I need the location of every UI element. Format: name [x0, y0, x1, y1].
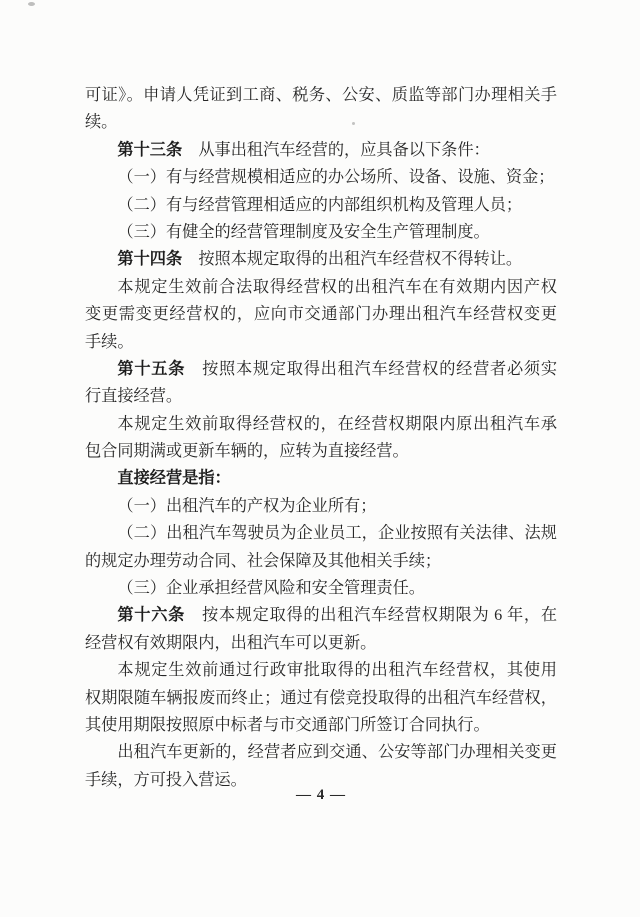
document-lines	[85, 82, 557, 794]
text-line	[85, 657, 557, 684]
text-segment: 出租汽车更新的，经营者应到交通、公安等部门办理相关变更	[117, 743, 557, 762]
article-heading: 第十四条	[117, 250, 183, 269]
text-segment: 按照本规定取得出租汽车经营权的经营者必须实	[185, 359, 558, 378]
text-line	[85, 712, 557, 739]
text-segment: 变更需变更经营权的，应向市交通部门办理出租汽车经营权变更	[85, 305, 557, 324]
text-line	[85, 164, 557, 191]
text-line	[85, 630, 557, 657]
text-line	[85, 411, 557, 438]
text-line	[85, 192, 557, 219]
text-segment: （三）企业承担经营风险和安全管理责任。	[117, 579, 425, 598]
text-segment: 可证》。申请人凭证到工商、税务、公安、质监等部门办理相关手	[85, 86, 557, 104]
text-segment: （一）有与经营规模相适应的办公场所、设备、设施、资金；	[117, 168, 555, 187]
article-heading: 第十六条	[117, 606, 186, 625]
text-line	[85, 465, 557, 492]
text-line	[85, 548, 557, 575]
text-segment: 续。	[85, 113, 118, 132]
text-line	[85, 219, 557, 246]
text-line	[85, 356, 557, 383]
text-line	[85, 438, 557, 465]
text-line	[85, 575, 557, 602]
text-segment: （二）出租汽车驾驶员为企业员工，企业按照有关法律、法规	[117, 524, 557, 543]
text-segment: 按照本规定取得的出租汽车经营权不得转让。	[182, 250, 523, 269]
text-line	[85, 493, 557, 520]
text-line	[85, 383, 557, 410]
page-number: — 4 —	[296, 787, 346, 803]
text-line	[85, 274, 557, 301]
text-segment: （一）出租汽车的产权为企业所有；	[117, 496, 377, 515]
text-segment: 从事出租汽车经营的，应具备以下条件：	[182, 140, 490, 159]
text-line	[85, 602, 557, 629]
text-line	[85, 109, 557, 136]
text-segment: （二）有与经营管理相适应的内部组织机构及管理人员；	[117, 195, 523, 214]
text-segment: 手续，方可投入营运。	[85, 770, 247, 789]
article-heading: 第十五条	[117, 359, 186, 378]
text-line	[85, 685, 557, 712]
text-segment: 包合同期满或更新车辆的，应转为直接经营。	[85, 442, 409, 461]
text-segment: 按本规定取得的出租汽车经营权期限为 6 年，在	[185, 606, 558, 625]
text-line	[85, 739, 557, 766]
text-line	[85, 520, 557, 547]
text-segment: 的规定办理劳动合同、社会保障及其他相关手续；	[85, 551, 442, 570]
article-heading: 第十三条	[117, 140, 183, 159]
text-line	[85, 301, 557, 328]
text-line	[85, 137, 557, 164]
text-segment: 本规定生效前通过行政审批取得的出租汽车经营权，其使用	[117, 661, 557, 680]
text-segment: 本规定生效前取得经营权的，在经营权期限内原出租汽车承	[117, 414, 557, 433]
text-line	[85, 82, 557, 109]
text-segment: 手续。	[85, 332, 134, 351]
text-segment: 其使用期限按照原中标者与市交通部门所签订合同执行。	[85, 715, 490, 734]
text-segment: 权期限随车辆报废而终止；通过有偿竞投取得的出租汽车经营权，	[85, 688, 557, 707]
text-segment: （三）有健全的经营管理制度及安全生产管理制度。	[117, 222, 490, 241]
text-segment: 经营权有效期限内，出租汽车可以更新。	[85, 633, 377, 652]
text-line	[85, 246, 557, 273]
text-segment: 行直接经营。	[85, 387, 183, 406]
scan-speck	[28, 2, 35, 6]
text-line	[85, 329, 557, 356]
text-segment: 本规定生效前合法取得经营权的出租汽车在有效期内因产权	[117, 277, 557, 296]
article-heading: 直接经营是指：	[117, 469, 231, 488]
